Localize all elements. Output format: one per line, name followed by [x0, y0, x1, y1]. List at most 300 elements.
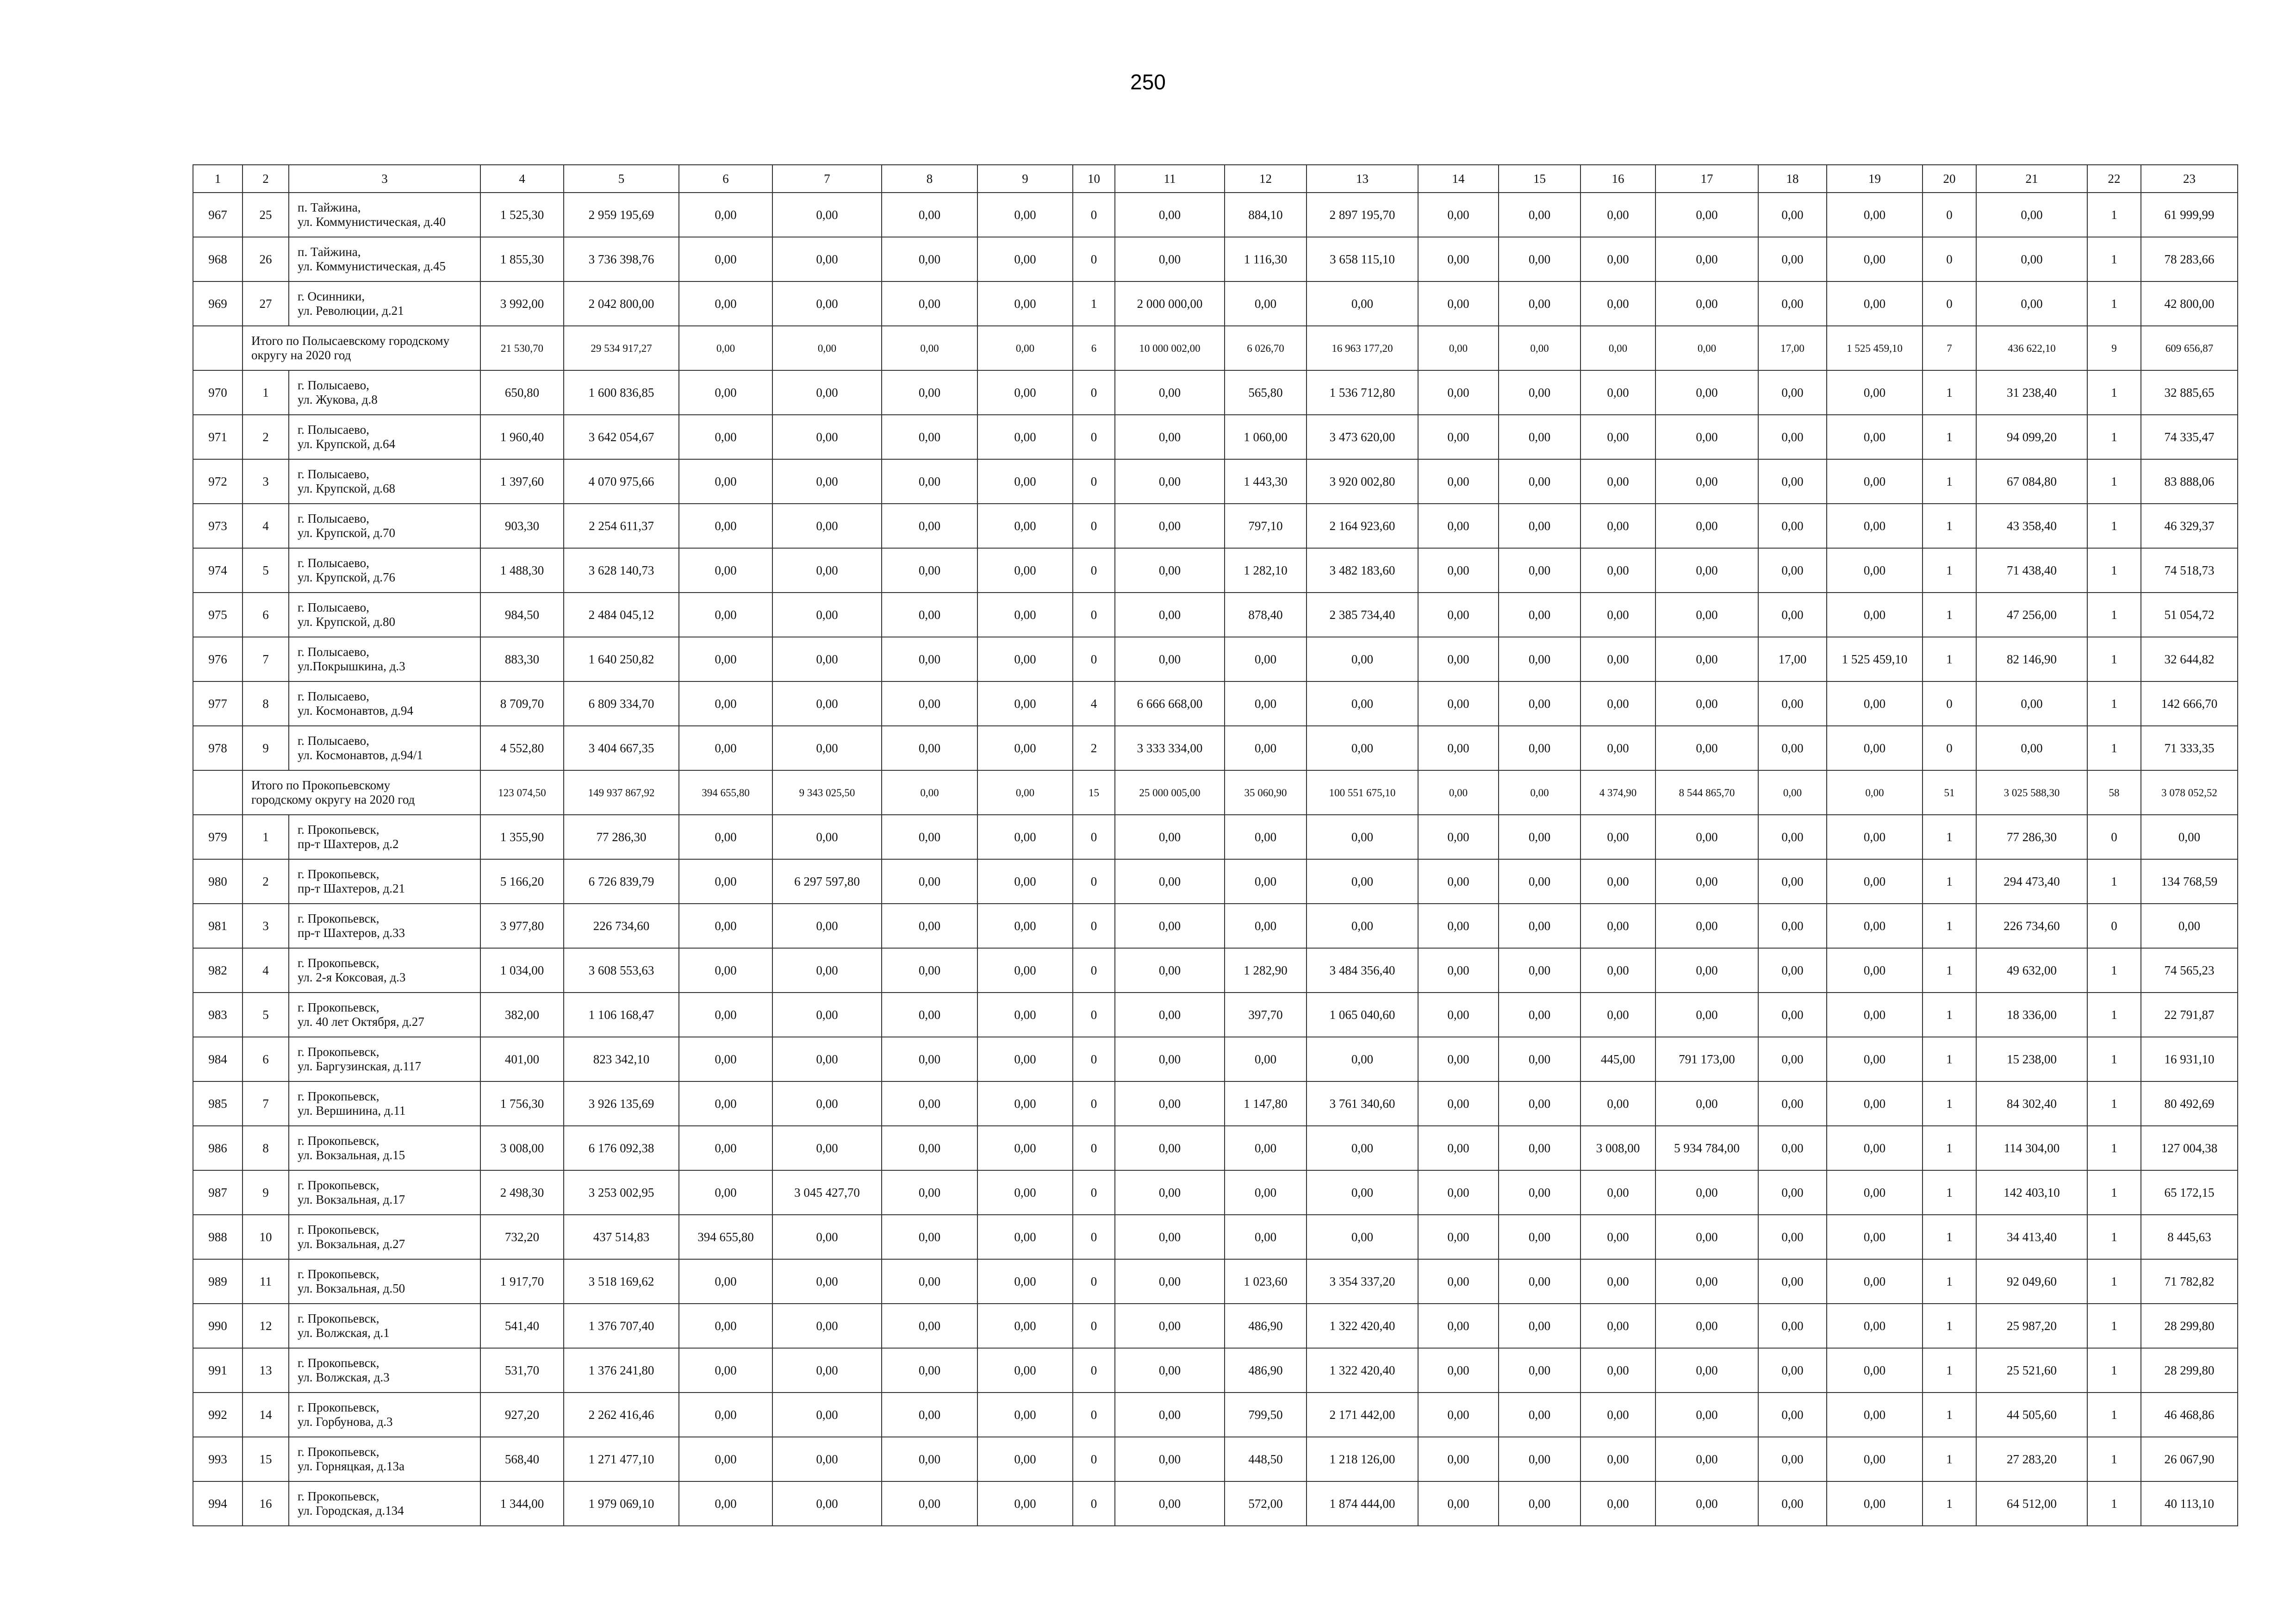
- value-cell-col-10: 0: [1073, 548, 1115, 593]
- value-cell-col-13: 1 322 420,40: [1307, 1304, 1418, 1348]
- value-cell-col-8: 0,00: [882, 1081, 977, 1126]
- address-cell: [289, 1170, 480, 1215]
- value-cell-col-11: 0,00: [1115, 237, 1225, 281]
- row-number-cell: 973: [193, 504, 243, 548]
- value-cell-col-16: 0,00: [1580, 948, 1655, 993]
- address-line: пр-т Шахтеров, д.21: [298, 881, 405, 895]
- value-cell-col-18: 0,00: [1758, 770, 1827, 815]
- value-cell-col-15: 0,00: [1499, 1481, 1580, 1526]
- value-cell-col-20: 1: [1923, 1437, 1976, 1481]
- value-cell-col-19: 0,00: [1827, 1081, 1923, 1126]
- row-number-cell: 989: [193, 1259, 243, 1304]
- local-number-cell: 27: [243, 281, 289, 326]
- value-cell-col-9: 0,00: [977, 415, 1073, 459]
- address-cell: [289, 415, 480, 459]
- local-number-cell: 10: [243, 1215, 289, 1259]
- value-cell-col-23: 71 333,35: [2141, 726, 2238, 770]
- value-cell-col-11: 0,00: [1115, 1259, 1225, 1304]
- value-cell-col-6: 0,00: [679, 1304, 772, 1348]
- value-cell-col-16: 0,00: [1580, 993, 1655, 1037]
- value-cell-col-16: 0,00: [1580, 637, 1655, 681]
- value-cell-col-8: 0,00: [882, 1481, 977, 1526]
- value-cell-col-15: 0,00: [1499, 504, 1580, 548]
- value-cell-col-18: 0,00: [1758, 1481, 1827, 1526]
- value-cell-col-5: 3 253 002,95: [564, 1170, 679, 1215]
- value-cell-col-21: 436 622,10: [1976, 326, 2087, 370]
- value-cell-col-16: 0,00: [1580, 681, 1655, 726]
- value-cell-col-13: 3 484 356,40: [1307, 948, 1418, 993]
- table-row: [193, 1126, 2238, 1170]
- value-cell-col-8: 0,00: [882, 1126, 977, 1170]
- value-cell-col-4: 382,00: [480, 993, 564, 1037]
- value-cell-col-15: 0,00: [1499, 948, 1580, 993]
- value-cell-col-6: 0,00: [679, 637, 772, 681]
- table-row: [193, 1081, 2238, 1126]
- address-line: ул. Крупской, д.80: [298, 615, 396, 629]
- value-cell-col-11: 0,00: [1115, 1348, 1225, 1393]
- value-cell-col-10: 0: [1073, 993, 1115, 1037]
- value-cell-col-12: 1 282,10: [1225, 548, 1307, 593]
- value-cell-col-8: 0,00: [882, 193, 977, 237]
- address-cell: [289, 548, 480, 593]
- value-cell-col-14: 0,00: [1418, 459, 1499, 504]
- value-cell-col-6: 0,00: [679, 370, 772, 415]
- value-cell-col-13: 2 171 442,00: [1307, 1393, 1418, 1437]
- address-cell: [289, 459, 480, 504]
- value-cell-col-23: 26 067,90: [2141, 1437, 2238, 1481]
- value-cell-col-4: 123 074,50: [480, 770, 564, 815]
- value-cell-col-22: 1: [2087, 370, 2141, 415]
- value-cell-col-15: 0,00: [1499, 726, 1580, 770]
- value-cell-col-9: 0,00: [977, 948, 1073, 993]
- value-cell-col-6: 0,00: [679, 281, 772, 326]
- subtotal-row: [193, 326, 2238, 370]
- local-number-cell: 6: [243, 593, 289, 637]
- value-cell-col-7: 0,00: [772, 193, 882, 237]
- value-cell-col-22: 0: [2087, 904, 2141, 948]
- value-cell-col-18: 17,00: [1758, 326, 1827, 370]
- value-cell-col-6: 0,00: [679, 504, 772, 548]
- address-line: г. Прокопьевск,: [298, 1178, 380, 1192]
- value-cell-col-4: 3 977,80: [480, 904, 564, 948]
- value-cell-col-6: 0,00: [679, 993, 772, 1037]
- value-cell-col-14: 0,00: [1418, 237, 1499, 281]
- value-cell-col-15: 0,00: [1499, 859, 1580, 904]
- value-cell-col-6: 0,00: [679, 326, 772, 370]
- value-cell-col-7: 0,00: [772, 1215, 882, 1259]
- value-cell-col-5: 77 286,30: [564, 815, 679, 859]
- value-cell-col-9: 0,00: [977, 770, 1073, 815]
- value-cell-col-12: 35 060,90: [1225, 770, 1307, 815]
- address-line: ул. Жукова, д.8: [298, 393, 378, 406]
- table-row: [193, 637, 2238, 681]
- value-cell-col-18: 0,00: [1758, 1126, 1827, 1170]
- value-cell-col-10: 0: [1073, 1126, 1115, 1170]
- value-cell-col-4: 4 552,80: [480, 726, 564, 770]
- value-cell-col-18: 17,00: [1758, 637, 1827, 681]
- value-cell-col-11: 0,00: [1115, 1481, 1225, 1526]
- value-cell-col-22: 1: [2087, 459, 2141, 504]
- value-cell-col-8: 0,00: [882, 237, 977, 281]
- address-cell: [289, 859, 480, 904]
- table-row: [193, 1348, 2238, 1393]
- value-cell-col-11: 0,00: [1115, 1081, 1225, 1126]
- value-cell-col-6: 0,00: [679, 1437, 772, 1481]
- value-cell-col-4: 984,50: [480, 593, 564, 637]
- value-cell-col-15: 0,00: [1499, 415, 1580, 459]
- value-cell-col-5: 4 070 975,66: [564, 459, 679, 504]
- value-cell-col-14: 0,00: [1418, 281, 1499, 326]
- row-number-cell: 985: [193, 1081, 243, 1126]
- value-cell-col-23: 40 113,10: [2141, 1481, 2238, 1526]
- value-cell-col-9: 0,00: [977, 993, 1073, 1037]
- value-cell-col-7: 0,00: [772, 1081, 882, 1126]
- row-number-cell: 980: [193, 859, 243, 904]
- local-number-cell: 25: [243, 193, 289, 237]
- value-cell-col-17: 0,00: [1655, 504, 1758, 548]
- value-cell-col-16: 0,00: [1580, 1259, 1655, 1304]
- table-row: [193, 1393, 2238, 1437]
- value-cell-col-14: 0,00: [1418, 370, 1499, 415]
- value-cell-col-9: 0,00: [977, 237, 1073, 281]
- value-cell-col-20: 0: [1923, 681, 1976, 726]
- local-number-cell: 3: [243, 904, 289, 948]
- value-cell-col-16: 445,00: [1580, 1037, 1655, 1081]
- address-line: ул. 2-я Коксовая, д.3: [298, 970, 406, 984]
- row-number-cell: 972: [193, 459, 243, 504]
- value-cell-col-17: 0,00: [1655, 281, 1758, 326]
- value-cell-col-9: 0,00: [977, 1393, 1073, 1437]
- value-cell-col-11: 10 000 002,00: [1115, 326, 1225, 370]
- subtotal-row: [193, 770, 2238, 815]
- value-cell-col-10: 0: [1073, 1393, 1115, 1437]
- subtotal-label-cell: [243, 770, 480, 815]
- address-cell: [289, 1215, 480, 1259]
- column-header-17: 17: [1655, 165, 1758, 193]
- address-line: ул. Космонавтов, д.94: [298, 704, 413, 718]
- value-cell-col-9: 0,00: [977, 1437, 1073, 1481]
- value-cell-col-8: 0,00: [882, 326, 977, 370]
- value-cell-col-13: 2 897 195,70: [1307, 193, 1418, 237]
- value-cell-col-17: 0,00: [1655, 237, 1758, 281]
- value-cell-col-17: 0,00: [1655, 548, 1758, 593]
- value-cell-col-13: 0,00: [1307, 637, 1418, 681]
- value-cell-col-6: 394 655,80: [679, 770, 772, 815]
- row-number-cell: [193, 770, 243, 815]
- value-cell-col-16: 0,00: [1580, 1215, 1655, 1259]
- value-cell-col-17: 5 934 784,00: [1655, 1126, 1758, 1170]
- value-cell-col-21: 92 049,60: [1976, 1259, 2087, 1304]
- value-cell-col-20: 1: [1923, 1170, 1976, 1215]
- local-number-cell: 4: [243, 948, 289, 993]
- value-cell-col-19: 0,00: [1827, 1393, 1923, 1437]
- value-cell-col-13: 0,00: [1307, 281, 1418, 326]
- value-cell-col-14: 0,00: [1418, 326, 1499, 370]
- address-cell: [289, 948, 480, 993]
- address-cell: [289, 681, 480, 726]
- value-cell-col-22: 1: [2087, 859, 2141, 904]
- column-header-3: 3: [289, 165, 480, 193]
- row-number-cell: 968: [193, 237, 243, 281]
- value-cell-col-8: 0,00: [882, 637, 977, 681]
- value-cell-col-9: 0,00: [977, 593, 1073, 637]
- value-cell-col-5: 1 979 069,10: [564, 1481, 679, 1526]
- value-cell-col-6: 0,00: [679, 1170, 772, 1215]
- value-cell-col-16: 0,00: [1580, 726, 1655, 770]
- column-header-21: 21: [1976, 165, 2087, 193]
- local-number-cell: 5: [243, 993, 289, 1037]
- value-cell-col-5: 3 628 140,73: [564, 548, 679, 593]
- value-cell-col-11: 0,00: [1115, 904, 1225, 948]
- value-cell-col-22: 1: [2087, 726, 2141, 770]
- value-cell-col-13: 1 065 040,60: [1307, 993, 1418, 1037]
- value-cell-col-21: 49 632,00: [1976, 948, 2087, 993]
- value-cell-col-7: 0,00: [772, 237, 882, 281]
- value-cell-col-23: 16 931,10: [2141, 1037, 2238, 1081]
- table-row: [193, 415, 2238, 459]
- value-cell-col-6: 0,00: [679, 459, 772, 504]
- value-cell-col-9: 0,00: [977, 1259, 1073, 1304]
- address-line: г. Прокопьевск,: [298, 1089, 380, 1103]
- value-cell-col-10: 6: [1073, 326, 1115, 370]
- value-cell-col-14: 0,00: [1418, 1348, 1499, 1393]
- value-cell-col-20: 0: [1923, 281, 1976, 326]
- value-cell-col-18: 0,00: [1758, 1081, 1827, 1126]
- value-cell-col-21: 64 512,00: [1976, 1481, 2087, 1526]
- address-line: ул. Горняцкая, д.13а: [298, 1459, 404, 1473]
- value-cell-col-19: 0,00: [1827, 815, 1923, 859]
- address-line: г. Прокопьевск,: [298, 823, 380, 837]
- value-cell-col-12: 1 443,30: [1225, 459, 1307, 504]
- value-cell-col-22: 58: [2087, 770, 2141, 815]
- value-cell-col-23: 51 054,72: [2141, 593, 2238, 637]
- value-cell-col-14: 0,00: [1418, 1081, 1499, 1126]
- value-cell-col-8: 0,00: [882, 1170, 977, 1215]
- value-cell-col-12: 0,00: [1225, 281, 1307, 326]
- value-cell-col-14: 0,00: [1418, 726, 1499, 770]
- address-line: пр-т Шахтеров, д.2: [298, 837, 399, 851]
- value-cell-col-21: 18 336,00: [1976, 993, 2087, 1037]
- value-cell-col-15: 0,00: [1499, 904, 1580, 948]
- value-cell-col-8: 0,00: [882, 504, 977, 548]
- value-cell-col-20: 1: [1923, 904, 1976, 948]
- local-number-cell: 8: [243, 681, 289, 726]
- value-cell-col-13: 0,00: [1307, 815, 1418, 859]
- value-cell-col-11: 0,00: [1115, 948, 1225, 993]
- value-cell-col-14: 0,00: [1418, 504, 1499, 548]
- value-cell-col-13: 0,00: [1307, 1037, 1418, 1081]
- value-cell-col-20: 1: [1923, 993, 1976, 1037]
- address-line: ул. Коммунистическая, д.45: [298, 259, 446, 273]
- address-line: ул. Вокзальная, д.27: [298, 1237, 405, 1251]
- local-number-cell: 2: [243, 859, 289, 904]
- value-cell-col-18: 0,00: [1758, 370, 1827, 415]
- local-number-cell: 7: [243, 637, 289, 681]
- value-cell-col-21: 84 302,40: [1976, 1081, 2087, 1126]
- value-cell-col-13: 2 164 923,60: [1307, 504, 1418, 548]
- value-cell-col-20: 1: [1923, 459, 1976, 504]
- value-cell-col-22: 1: [2087, 193, 2141, 237]
- value-cell-col-16: 3 008,00: [1580, 1126, 1655, 1170]
- value-cell-col-7: 0,00: [772, 1304, 882, 1348]
- table-row: [193, 593, 2238, 637]
- value-cell-col-12: 878,40: [1225, 593, 1307, 637]
- address-line: г. Прокопьевск,: [298, 1000, 380, 1014]
- value-cell-col-9: 0,00: [977, 1126, 1073, 1170]
- value-cell-col-4: 541,40: [480, 1304, 564, 1348]
- address-cell: [289, 281, 480, 326]
- value-cell-col-12: 0,00: [1225, 1215, 1307, 1259]
- value-cell-col-23: 28 299,80: [2141, 1304, 2238, 1348]
- value-cell-col-12: 397,70: [1225, 993, 1307, 1037]
- value-cell-col-20: 1: [1923, 370, 1976, 415]
- value-cell-col-9: 0,00: [977, 193, 1073, 237]
- column-header-5: 5: [564, 165, 679, 193]
- value-cell-col-14: 0,00: [1418, 770, 1499, 815]
- value-cell-col-10: 0: [1073, 193, 1115, 237]
- table-row: [193, 1170, 2238, 1215]
- value-cell-col-8: 0,00: [882, 726, 977, 770]
- value-cell-col-5: 2 959 195,69: [564, 193, 679, 237]
- value-cell-col-8: 0,00: [882, 993, 977, 1037]
- value-cell-col-17: 0,00: [1655, 637, 1758, 681]
- address-cell: [289, 1259, 480, 1304]
- value-cell-col-7: 0,00: [772, 948, 882, 993]
- value-cell-col-11: 6 666 668,00: [1115, 681, 1225, 726]
- row-number-cell: 983: [193, 993, 243, 1037]
- value-cell-col-14: 0,00: [1418, 193, 1499, 237]
- value-cell-col-18: 0,00: [1758, 681, 1827, 726]
- value-cell-col-13: 3 761 340,60: [1307, 1081, 1418, 1126]
- address-line: г. Осинники,: [298, 289, 365, 303]
- address-line: ул. Волжская, д.3: [298, 1370, 390, 1384]
- value-cell-col-6: 0,00: [679, 904, 772, 948]
- column-header-1: 1: [193, 165, 243, 193]
- value-cell-col-18: 0,00: [1758, 1215, 1827, 1259]
- value-cell-col-16: 0,00: [1580, 281, 1655, 326]
- table-row: [193, 948, 2238, 993]
- value-cell-col-10: 0: [1073, 637, 1115, 681]
- value-cell-col-13: 0,00: [1307, 681, 1418, 726]
- value-cell-col-16: 0,00: [1580, 1304, 1655, 1348]
- value-cell-col-19: 0,00: [1827, 504, 1923, 548]
- value-cell-col-11: 0,00: [1115, 1393, 1225, 1437]
- column-header-22: 22: [2087, 165, 2141, 193]
- row-number-cell: 992: [193, 1393, 243, 1437]
- value-cell-col-11: 0,00: [1115, 1215, 1225, 1259]
- value-cell-col-4: 732,20: [480, 1215, 564, 1259]
- value-cell-col-13: 3 920 002,80: [1307, 459, 1418, 504]
- value-cell-col-20: 1: [1923, 1481, 1976, 1526]
- address-cell: [289, 993, 480, 1037]
- value-cell-col-17: 0,00: [1655, 1393, 1758, 1437]
- value-cell-col-6: 0,00: [679, 1081, 772, 1126]
- value-cell-col-22: 1: [2087, 415, 2141, 459]
- value-cell-col-4: 3 008,00: [480, 1126, 564, 1170]
- value-cell-col-7: 0,00: [772, 1037, 882, 1081]
- address-line: г. Прокопьевск,: [298, 1356, 380, 1370]
- value-cell-col-17: 0,00: [1655, 326, 1758, 370]
- table-row: [193, 993, 2238, 1037]
- value-cell-col-22: 1: [2087, 1348, 2141, 1393]
- value-cell-col-16: 0,00: [1580, 1481, 1655, 1526]
- table-row: [193, 1215, 2238, 1259]
- value-cell-col-6: 394 655,80: [679, 1215, 772, 1259]
- value-cell-col-7: 0,00: [772, 1348, 882, 1393]
- value-cell-col-21: 0,00: [1976, 193, 2087, 237]
- row-number-cell: 977: [193, 681, 243, 726]
- table-row: [193, 1481, 2238, 1526]
- value-cell-col-22: 1: [2087, 1259, 2141, 1304]
- value-cell-col-20: 1: [1923, 504, 1976, 548]
- address-line: п. Тайжина,: [298, 245, 361, 259]
- value-cell-col-14: 0,00: [1418, 1170, 1499, 1215]
- value-cell-col-9: 0,00: [977, 370, 1073, 415]
- value-cell-col-7: 0,00: [772, 415, 882, 459]
- value-cell-col-14: 0,00: [1418, 1393, 1499, 1437]
- table-row: [193, 681, 2238, 726]
- address-cell: [289, 1126, 480, 1170]
- value-cell-col-15: 0,00: [1499, 193, 1580, 237]
- row-number-cell: 967: [193, 193, 243, 237]
- value-cell-col-11: 0,00: [1115, 993, 1225, 1037]
- address-line: г. Прокопьевск,: [298, 1267, 380, 1281]
- column-header-20: 20: [1923, 165, 1976, 193]
- table-row: [193, 1037, 2238, 1081]
- value-cell-col-12: 1 060,00: [1225, 415, 1307, 459]
- value-cell-col-10: 0: [1073, 370, 1115, 415]
- value-cell-col-9: 0,00: [977, 1481, 1073, 1526]
- value-cell-col-22: 0: [2087, 815, 2141, 859]
- table-body: [193, 193, 2238, 1526]
- value-cell-col-7: 0,00: [772, 904, 882, 948]
- value-cell-col-12: 565,80: [1225, 370, 1307, 415]
- value-cell-col-10: 4: [1073, 681, 1115, 726]
- value-cell-col-4: 903,30: [480, 504, 564, 548]
- value-cell-col-12: 0,00: [1225, 637, 1307, 681]
- address-cell: [289, 237, 480, 281]
- address-line: ул. Крупской, д.68: [298, 481, 396, 495]
- value-cell-col-12: 486,90: [1225, 1304, 1307, 1348]
- address-line: ул. Баргузинская, д.117: [298, 1059, 421, 1073]
- value-cell-col-5: 2 262 416,46: [564, 1393, 679, 1437]
- value-cell-col-15: 0,00: [1499, 326, 1580, 370]
- table-row: [193, 815, 2238, 859]
- address-line: ул. Космонавтов, д.94/1: [298, 748, 423, 762]
- value-cell-col-10: 0: [1073, 1259, 1115, 1304]
- value-cell-col-13: 0,00: [1307, 1215, 1418, 1259]
- value-cell-col-9: 0,00: [977, 459, 1073, 504]
- value-cell-col-20: 0: [1923, 193, 1976, 237]
- row-number-cell: 990: [193, 1304, 243, 1348]
- address-line: п. Тайжина,: [298, 200, 361, 214]
- value-cell-col-12: 0,00: [1225, 1037, 1307, 1081]
- value-cell-col-17: 0,00: [1655, 1081, 1758, 1126]
- value-cell-col-11: 0,00: [1115, 415, 1225, 459]
- value-cell-col-12: 797,10: [1225, 504, 1307, 548]
- value-cell-col-20: 0: [1923, 726, 1976, 770]
- table-row: [193, 281, 2238, 326]
- value-cell-col-4: 1 756,30: [480, 1081, 564, 1126]
- value-cell-col-10: 0: [1073, 593, 1115, 637]
- value-cell-col-9: 0,00: [977, 681, 1073, 726]
- value-cell-col-18: 0,00: [1758, 1348, 1827, 1393]
- address-cell: [289, 370, 480, 415]
- value-cell-col-13: 0,00: [1307, 726, 1418, 770]
- value-cell-col-19: 0,00: [1827, 1437, 1923, 1481]
- value-cell-col-16: 0,00: [1580, 1393, 1655, 1437]
- local-number-cell: 3: [243, 459, 289, 504]
